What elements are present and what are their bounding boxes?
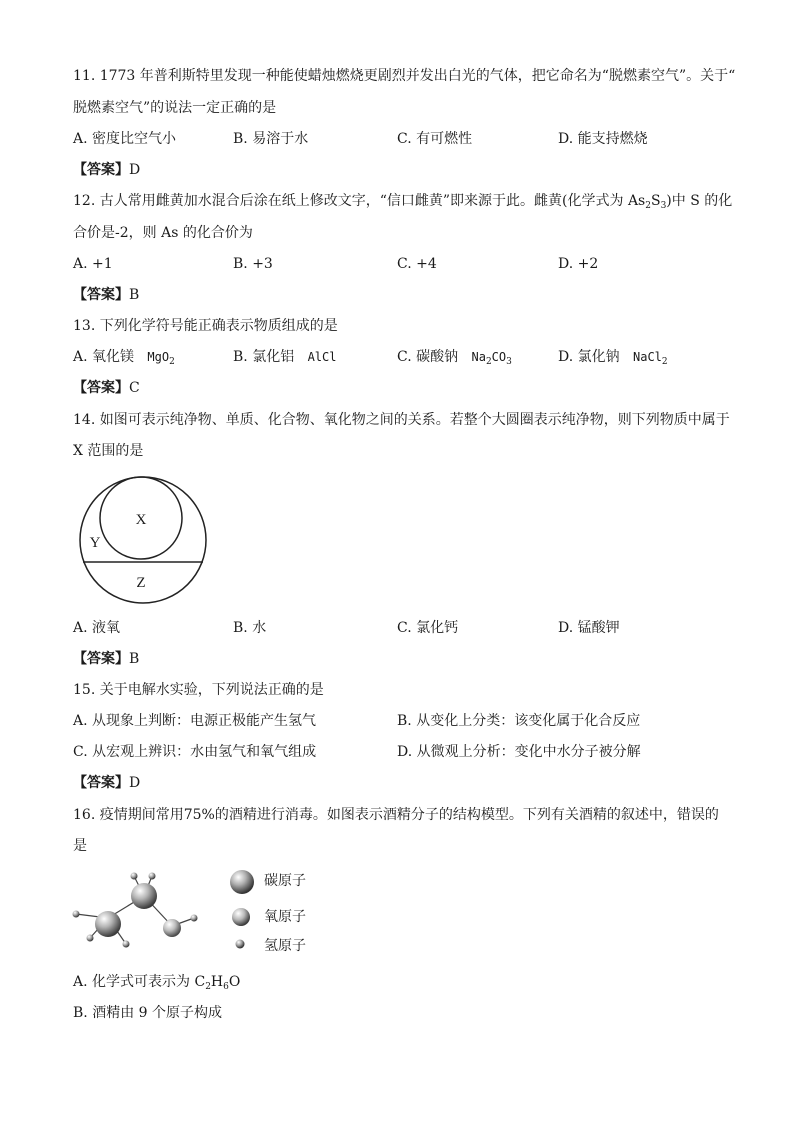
answer-value: C: [129, 380, 140, 396]
q11-answer: [73, 160, 140, 180]
hydrogen-atom: [191, 915, 198, 922]
q14-answer: [73, 649, 139, 669]
q12-option-b: B. +3: [233, 256, 273, 272]
answer-value: D: [129, 162, 141, 178]
q11-option-a: A. 密度比空气小: [73, 131, 177, 147]
answer-value: B: [129, 651, 140, 667]
venn-diagram: [73, 470, 213, 610]
q14-option-b: B. 水: [233, 620, 267, 636]
q11-option-b: B. 易溶于水: [233, 131, 309, 147]
legend-oxygen-label: 氧原子: [264, 909, 306, 925]
hydrogen-atom: [149, 873, 156, 880]
q16-option-b: B. 酒精由 9 个原子构成: [73, 1005, 222, 1021]
q15-option-c: C. 从宏观上辨识：水由氢气和氧气组成: [73, 744, 317, 760]
q11-option-d: D. 能支持燃烧: [558, 131, 648, 147]
q15-answer: [73, 773, 140, 793]
q13-option-b: B. 氯化铝 AlCl: [233, 349, 337, 365]
label-x: X: [135, 512, 147, 528]
q13-answer: [73, 378, 140, 398]
q14-option-a: A. 液氧: [73, 620, 121, 636]
q16-stem-line2: 是: [73, 838, 87, 854]
q12-stem-line2: 合价是-2，则 As 的化合价为: [73, 225, 253, 241]
q13-option-c: C. 碳酸钠 $Na_2CO_3$: [397, 349, 512, 367]
label-z: Z: [136, 575, 146, 591]
q12-option-c: C. +4: [397, 256, 437, 272]
q13-stem: 13. 下列化学符号能正确表示物质组成的是: [73, 318, 338, 334]
hydrogen-atom: [123, 941, 130, 948]
hydrogen-atom: [73, 911, 80, 918]
legend-carbon-label: 碳原子: [264, 873, 306, 889]
ethanol-molecule-model: [68, 866, 208, 966]
answer-tag: 【答案】: [73, 380, 129, 396]
q15-option-a: A. 从现象上判断：电源正极能产生氢气: [73, 713, 317, 729]
answer-tag: 【答案】: [73, 162, 129, 178]
q12-stem-line1: 12. 古人常用雌黄加水混合后涂在纸上修改文字，“信口雌黄”即来源于此。雌黄(化学式为 $As_2S_3$)中 S 的化: [73, 193, 733, 211]
q16-stem-line1: 16. 疫情期间常用75%的酒精进行消毒。如图表示酒精分子的结构模型。下列有关酒精的叙述中，错误的: [73, 807, 719, 823]
hydrogen-atom: [87, 935, 94, 942]
legend-hydrogen-label: 氢原子: [264, 938, 306, 954]
answer-value: D: [129, 775, 141, 791]
answer-tag: 【答案】: [73, 287, 129, 303]
answer-tag: 【答案】: [73, 775, 129, 791]
q12-option-d: D. +2: [558, 256, 599, 272]
label-y: Y: [89, 535, 101, 551]
q12-answer: [73, 285, 139, 305]
carbon-atom: [95, 911, 121, 937]
q11-stem-line2: 脱燃素空气”的说法一定正确的是: [73, 100, 277, 116]
answer-tag: 【答案】: [73, 651, 129, 667]
q14-stem-line1: 14. 如图可表示纯净物、单质、化合物、氧化物之间的关系。若整个大圆圈表示纯净物，则下列物质中属于: [73, 412, 730, 428]
q12-option-a: A. +1: [73, 256, 113, 272]
q14-option-d: D. 锰酸钾: [558, 620, 620, 636]
hydrogen-atom: [131, 873, 138, 880]
legend-hydrogen-symbol: [234, 938, 246, 950]
q13-option-d: D. 氯化钠 NaCl$_2$: [558, 349, 668, 367]
answer-value: B: [129, 287, 140, 303]
q16-option-a: A. 化学式可表示为 $C_2H_6O$: [73, 974, 241, 992]
carbon-atom: [131, 883, 157, 909]
q11-option-c: C. 有可燃性: [397, 131, 473, 147]
oxygen-atom: [163, 919, 181, 937]
q14-stem-line2: X 范围的是: [73, 443, 144, 459]
legend-oxygen-symbol: [230, 906, 252, 928]
q15-stem: 15. 关于电解水实验，下列说法正确的是: [73, 682, 324, 698]
legend-carbon-symbol: [228, 868, 256, 896]
q13-option-a: A. 氧化镁 MgO$_2$: [73, 349, 175, 367]
q15-option-d: D. 从微观上分析：变化中水分子被分解: [397, 744, 641, 760]
q14-option-c: C. 氯化钙: [397, 620, 459, 636]
q11-stem-line1: 11. 1773 年普利斯特里发现一种能使蜡烛燃烧更剧烈并发出白光的气体，把它命名为“脱燃素空气”。关于“: [73, 68, 736, 84]
q15-option-b: B. 从变化上分类：该变化属于化合反应: [397, 713, 641, 729]
